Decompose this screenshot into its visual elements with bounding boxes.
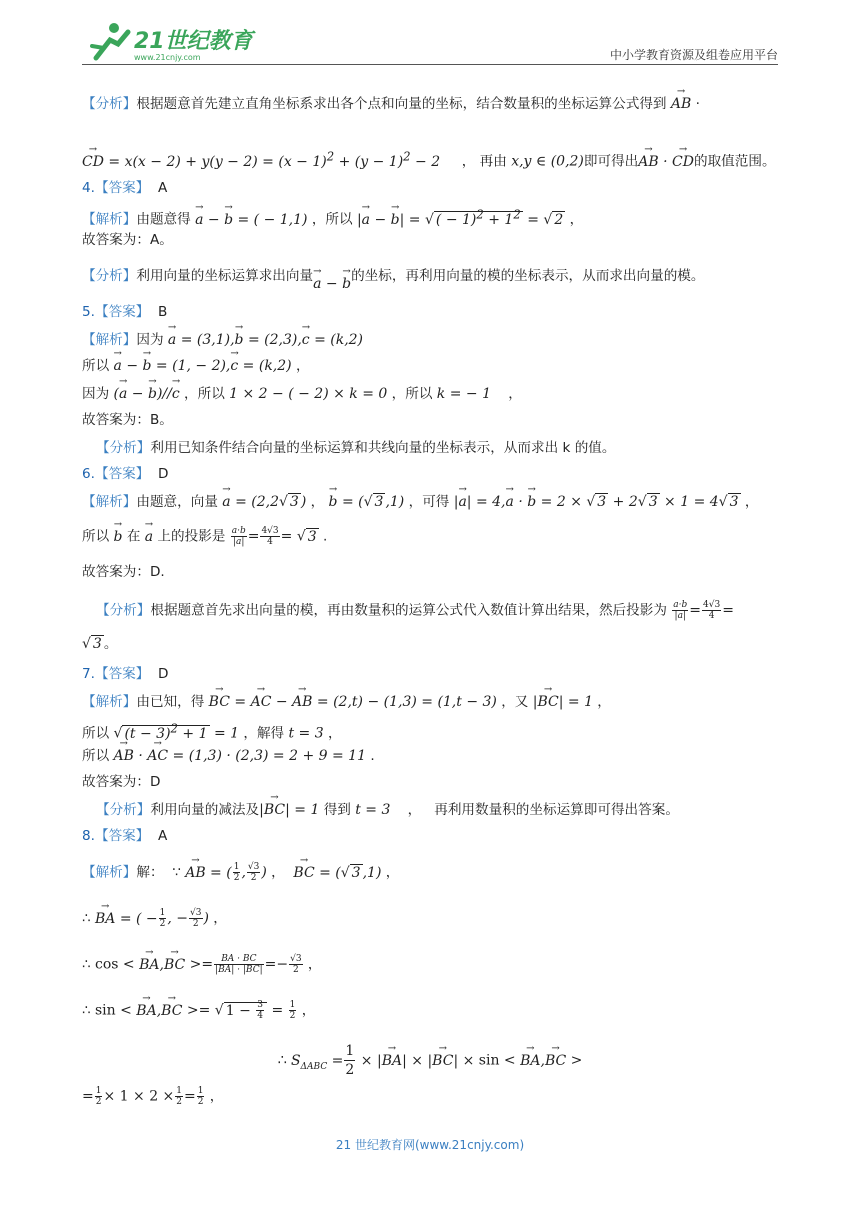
q7-explain: 【解析】由已知，得 → BC = → AC − → AB = (2,t) − (1,3) = (1,t − 3) ，又 |→ BC| = 1 ， [82, 692, 611, 712]
logo-url: www.21cnjy.com [134, 53, 201, 62]
q8-area-value: = $\frac{1}{2}$ × 1 × 2 × $\frac{1}{2}$ = $\frac{1}{2}$ ， [82, 1086, 224, 1107]
q6-analysis: 【分析】根据题意首先求出向量的模，再由数量积的运算公式代入数值计算出结果，然后投影为 $\frac{a\cdot b}{|a|}$ = $\frac{4√3}{4}$ = [96, 600, 734, 621]
q8-answer: 8.【答案】 A [82, 828, 168, 844]
page-header [82, 18, 778, 64]
q8-explain: 【解析】解： ∵ → AB = ( $\frac{1}{2}$ , $\frac{√3}{2}$ ) ， → BC = (√ 3 ,1) ， [82, 862, 399, 883]
q7-line2: 所以 √ $(t - 3)^2 + 1 = 1$ ，解得 t = 3 ， [82, 721, 342, 742]
q4-explain: 【解析】由题意得 → a − → b = ( − 1,1) ，所以 |→ a − → b| = √ ( − $1)^2 + 1^2$ = √ 2 ， [82, 204, 583, 230]
q7-line3: 所以 → AB · → AC = (1,3) · (2,3) = 2 + 9 = 11 . [82, 746, 375, 766]
q8-area-formula: ∴ $S_{\Delta ABC}$ = $\frac{1}{2}$ × |→ BA| × |→ BC| × sin < → BA,→ BC > [0, 1042, 860, 1079]
q5-answer: 5.【答案】 B [82, 304, 168, 320]
q3-analysis: 【分析】根据题意首先建立直角坐标系求出各个点和向量的坐标，结合数量积的坐标运算公式得到 → AB · [82, 94, 700, 114]
q5-line2: 所以 → a − → b = (1, − 2),→ c = (k,2) ， [82, 356, 310, 376]
q6-line2: 所以 → b 在 → a 上的投影是 $\frac{a\cdot b}{|a|}$ = $\frac{4√3}{4}$ = √ 3 . [82, 526, 327, 547]
q5-line3: 因为 (→ a − → b)//→ c ，所以 1 × 2 − ( − 2) × k = 0 ，所以 k = − 1 ， [82, 384, 522, 404]
logo-text: 21世纪教育 [134, 29, 253, 54]
header-divider [82, 64, 778, 65]
q7-result: 故答案为：D [82, 774, 161, 790]
q5-result: 故答案为：B。 [82, 412, 173, 428]
q3-analysis-2: → CD = $x(x - 2) + y(y - 2) = (x - 1)^2 + (y - 1)^2 - 2$ ， 再由 x,y ∈ (0,2)即可得出→ AB · → CD的取值范围。 [82, 146, 776, 172]
q4-result: 故答案为：A。 [82, 232, 173, 248]
q8-line2: ∴ → BA = ( − $\frac{1}{2}$ , − $\frac{√3}{2}$ ) ， [82, 908, 227, 929]
q8-line3: ∴ cos < → BA,→ BC >= $\frac{BA \cdot BC}{|BA| \cdot |BC|}$ =− $\frac{√3}{2}$ ， [82, 954, 321, 975]
q6-analysis-2: √ 3 。 [82, 636, 118, 652]
q6-answer: 6.【答案】 D [82, 466, 169, 482]
q7-answer: 7.【答案】 D [82, 666, 169, 682]
q8-line4: ∴ sin < → BA,→ BC >= √ 1 − $\frac{3}{4}$ = $\frac{1}{2}$ ， [82, 1000, 315, 1021]
q6-result: 故答案为：D. [82, 564, 165, 580]
logo-icon [82, 18, 282, 64]
q5-analysis: 【分析】利用已知条件结合向量的坐标运算和共线向量的坐标表示，从而求出 k 的值。 [96, 440, 616, 456]
q4-analysis: 【分析】利用向量的坐标运算求出向量→ a − → b的坐标，再利用向量的模的坐标表示，从而求出向量的模。 [82, 266, 705, 286]
q5-explain: 【解析】因为 → a = (3,1),→ b = (2,3),→ c = (k,2) [82, 330, 363, 350]
q6-explain: 【解析】由题意，向量 → a = (2,2√ 3 ) ， → b = (√ 3 ,1) ，可得 |→ a| = 4,→ a · → b = 2 × √ 3 + 2√ 3 × 1 = 4√ 3 ， [82, 492, 758, 512]
q4-answer: 4.【答案】 A [82, 180, 168, 196]
q7-analysis: 【分析】利用向量的减法及|→ BC| = 1 得到 t = 3 ， 再利用数量积的坐标运算即可得出答案。 [96, 800, 679, 820]
footer-text: 21 世纪教育网(www.21cnjy.com) [335, 1138, 525, 1152]
header-right-text: 中小学教育资源及组卷应用平台 [609, 48, 778, 62]
